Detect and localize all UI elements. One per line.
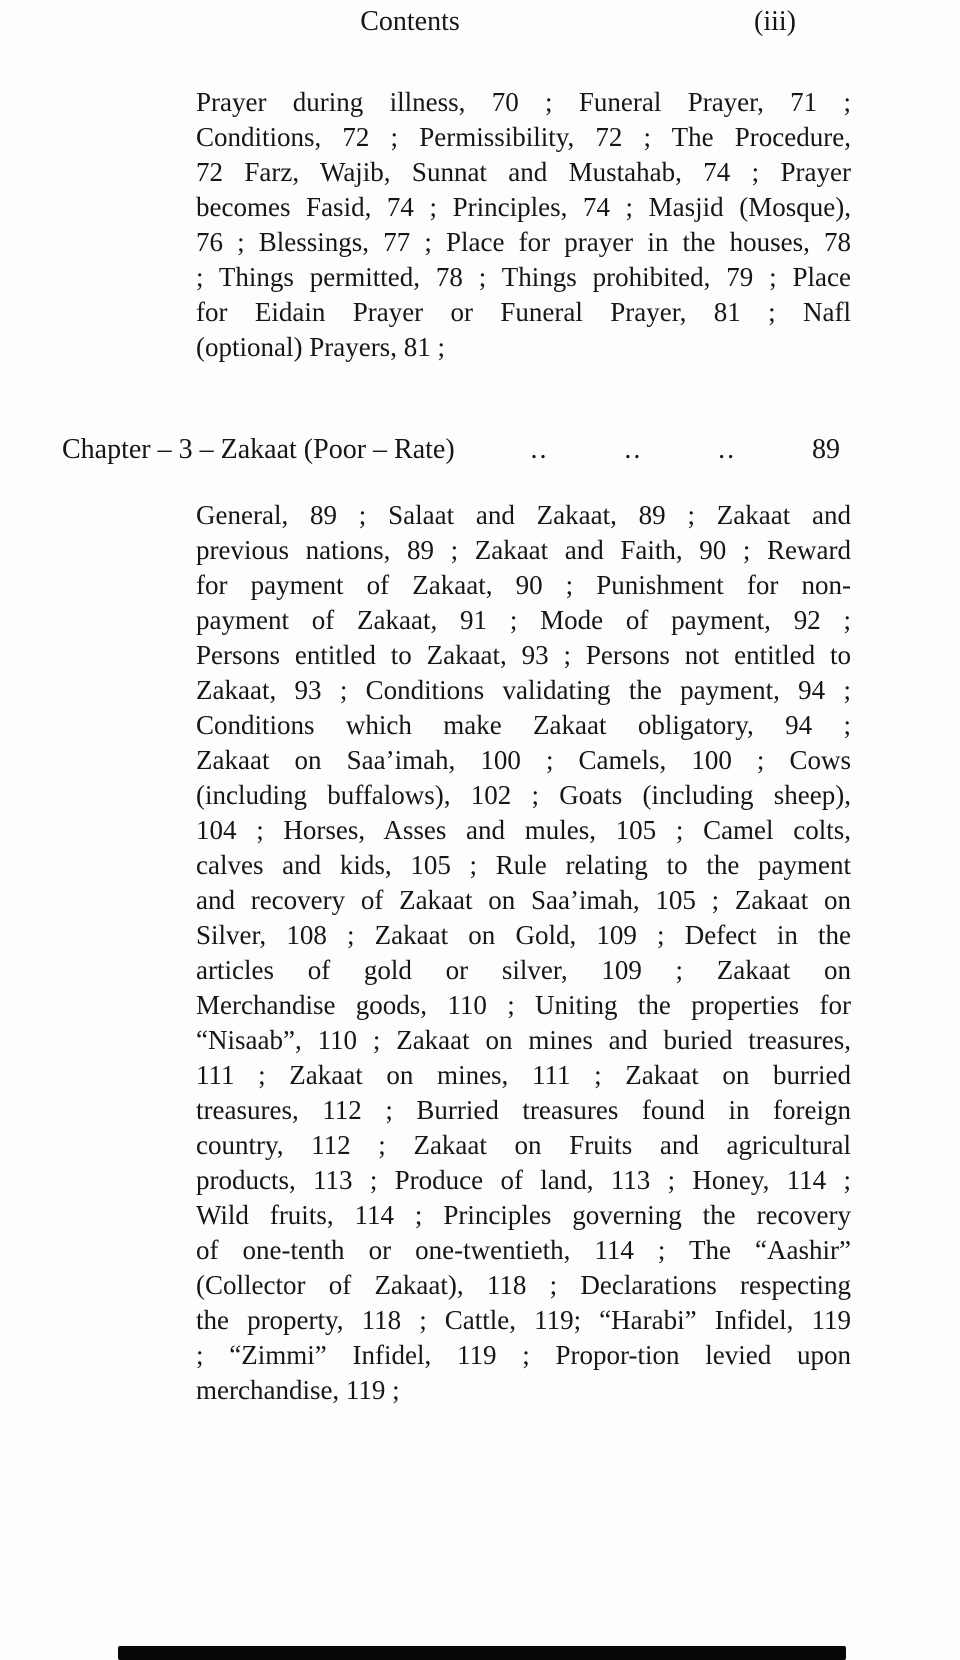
toc-line: the property, 118 ; Cattle, 119; “Harabi” Infidel, 119: [196, 1305, 851, 1335]
chapter-title: Chapter – 3 – Zakaat (Poor – Rate): [62, 434, 455, 465]
toc-section-prayer: [196, 85, 851, 365]
toc-line: 104 ; Horses, Asses and mules, 105 ; Camel colts,: [196, 815, 851, 845]
leader-dots: ..: [530, 434, 549, 465]
toc-line: (optional) Prayers, 81 ;: [196, 332, 445, 362]
toc-line: of one-tenth or one-twentieth, 114 ; The “Aashir”: [196, 1235, 851, 1265]
toc-line: Persons entitled to Zakaat, 93 ; Persons not entitled to: [196, 640, 851, 670]
toc-line: Conditions which make Zakaat obligatory, 94 ;: [196, 710, 851, 740]
toc-line: articles of gold or silver, 109 ; Zakaat on: [196, 955, 851, 985]
toc-line: country, 112 ; Zakaat on Fruits and agricultural: [196, 1130, 851, 1160]
toc-line: calves and kids, 105 ; Rule relating to the payment: [196, 850, 851, 880]
leader-dots: ..: [624, 434, 643, 465]
toc-line: ; “Zimmi” Infidel, 119 ; Propor-tion levied upon: [196, 1340, 851, 1370]
toc-line: Silver, 108 ; Zakaat on Gold, 109 ; Defect in the: [196, 920, 851, 950]
toc-line: Zakaat, 93 ; Conditions validating the payment, 94 ;: [196, 675, 851, 705]
page-number: (iii): [754, 6, 796, 37]
toc-line: treasures, 112 ; Burried treasures found in foreign: [196, 1095, 851, 1125]
toc-line: (Collector of Zakaat), 118 ; Declarations respecting: [196, 1270, 851, 1300]
toc-line: for Eidain Prayer or Funeral Prayer, 81 ; Nafl: [196, 297, 851, 327]
toc-line: 111 ; Zakaat on mines, 111 ; Zakaat on burried: [196, 1060, 851, 1090]
toc-line: Wild fruits, 114 ; Principles governing the recovery: [196, 1200, 851, 1230]
toc-line: Zakaat on Saa’imah, 100 ; Camels, 100 ; Cows: [196, 745, 851, 775]
page-title: Contents: [360, 6, 460, 37]
chapter-heading: [62, 432, 840, 468]
leader-dots: ..: [718, 434, 737, 465]
toc-line: 76 ; Blessings, 77 ; Place for prayer in the houses, 78: [196, 227, 851, 257]
toc-line: products, 113 ; Produce of land, 113 ; Honey, 114 ;: [196, 1165, 851, 1195]
scan-artifact-bar: [118, 1646, 846, 1660]
page-header: [0, 4, 960, 46]
toc-section-zakaat: [196, 498, 851, 1408]
toc-line: Prayer during illness, 70 ; Funeral Prayer, 71 ;: [196, 87, 851, 117]
toc-line: merchandise, 119 ;: [196, 1375, 400, 1405]
toc-line: (including buffalows), 102 ; Goats (including sheep),: [196, 780, 851, 810]
chapter-page-number: 89: [811, 434, 840, 465]
toc-line: Merchandise goods, 110 ; Uniting the properties for: [196, 990, 851, 1020]
toc-line: “Nisaab”, 110 ; Zakaat on mines and buried treasures,: [196, 1025, 851, 1055]
toc-line: 72 Farz, Wajib, Sunnat and Mustahab, 74 ; Prayer: [196, 157, 851, 187]
toc-line: Conditions, 72 ; Permissibility, 72 ; The Procedure,: [196, 122, 851, 152]
toc-line: and recovery of Zakaat on Saa’imah, 105 ; Zakaat on: [196, 885, 851, 915]
toc-line: ; Things permitted, 78 ; Things prohibited, 79 ; Place: [196, 262, 851, 292]
toc-line: payment of Zakaat, 91 ; Mode of payment, 92 ;: [196, 605, 851, 635]
toc-line: previous nations, 89 ; Zakaat and Faith, 90 ; Reward: [196, 535, 851, 565]
toc-line: for payment of Zakaat, 90 ; Punishment for non-: [196, 570, 851, 600]
toc-line: becomes Fasid, 74 ; Principles, 74 ; Masjid (Mosque),: [196, 192, 851, 222]
toc-line: General, 89 ; Salaat and Zakaat, 89 ; Zakaat and: [196, 500, 851, 530]
